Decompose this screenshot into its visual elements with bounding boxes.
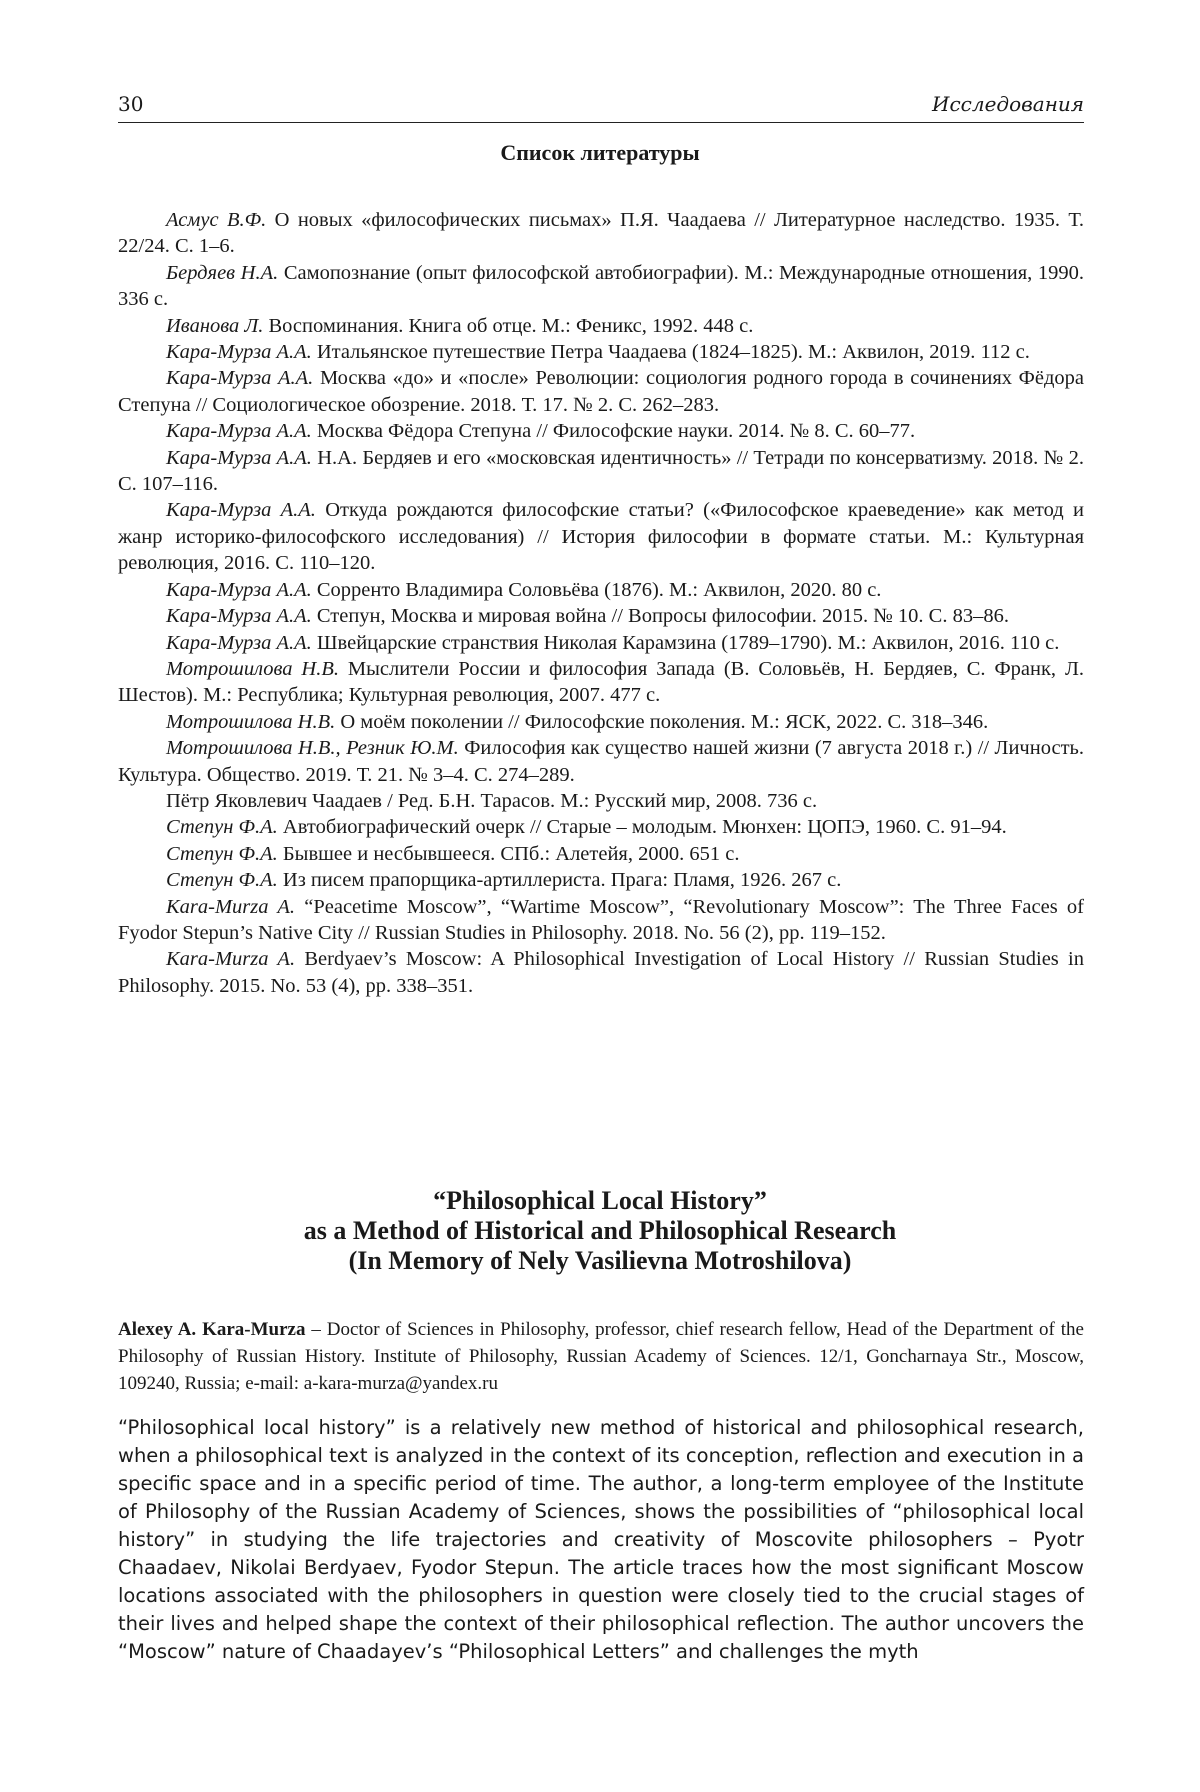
entry-author: Степун Ф.А.	[166, 869, 278, 892]
entry-text: Н.А. Бердяев и его «московская идентичность» // Тетради по консерватизму. 2018. № 2. С. 107–116.	[118, 446, 1084, 496]
bibliography-entry	[118, 814, 1084, 840]
english-title-line-3: (In Memory of Nely Vasilievna Motroshilova)	[348, 1246, 852, 1275]
entry-text: Пётр Яковлевич Чаадаев / Ред. Б.Н. Тарасов. М.: Русский мир, 2008. 736 с.	[166, 789, 818, 812]
bibliography-entry	[118, 260, 1084, 313]
entry-text: Степун, Москва и мировая война // Вопросы философии. 2015. № 10. С. 83–86.	[311, 605, 1009, 628]
bibliography-title: Список литературы	[500, 140, 700, 165]
bibliography-entry	[118, 946, 1084, 999]
page-number: 30	[118, 92, 144, 116]
entry-author: Степун Ф.А.	[166, 842, 278, 865]
entry-text: Из писем прапорщика-артиллериста. Прага: Пламя, 1926. 267 с.	[277, 869, 842, 892]
bibliography-entry	[118, 365, 1084, 418]
entry-author: Мотрошилова Н.В., Резник Ю.М.	[166, 737, 459, 760]
entry-text: Швейцарские странствия Николая Карамзина (1789–1790). М.: Аквилон, 2016. 110 с.	[311, 631, 1060, 654]
entry-author: Кара-Мурза А.А.	[166, 367, 314, 390]
entry-author: Kara-Murza A.	[166, 895, 296, 918]
entry-text: Воспоминания. Книга об отце. М.: Феникс, 1992. 448 с.	[263, 314, 754, 337]
bibliography-entry	[118, 339, 1084, 365]
running-title: Исследования	[932, 92, 1084, 116]
entry-author: Кара-Мурза А.А.	[166, 605, 312, 628]
bibliography-entry	[118, 841, 1084, 867]
bibliography-entry	[118, 656, 1084, 709]
bibliography-entry	[118, 207, 1084, 260]
entry-text: Откуда рождаются философские статьи? («Философское краеведение» как метод и жанр историко-философского исследования) // История философии в формате статьи. М.: Культурная революция, 2016. С. 110–120.	[118, 499, 1084, 575]
english-title-line-1: “Philosophical Local History”	[433, 1186, 767, 1215]
page-header	[118, 86, 1084, 123]
entry-text: Итальянское путешествие Петра Чаадаева (1824–1825). М.: Аквилон, 2019. 112 с.	[311, 341, 1030, 364]
entry-author: Асмус В.Ф.	[166, 209, 267, 231]
bibliography-entry	[118, 630, 1084, 656]
bibliography-entry	[118, 867, 1084, 893]
entry-text: Berdyaev’s Moscow: A Philosophical Investigation of Local History // Russian Studies in Philosophy. 2015. No. 53 (4), pp. 338–351.	[118, 948, 1084, 997]
bibliography-list	[118, 207, 1084, 999]
entry-author: Степун Ф.А.	[166, 816, 278, 839]
entry-author: Кара-Мурза А.А.	[166, 631, 312, 654]
entry-text: “Peacetime Moscow”, “Wartime Moscow”, “Revolutionary Moscow”: The Three Faces of Fyodor Stepun’s Native City // Russian Studies in Philosophy. 2018. No. 56 (2), pp. 119–152.	[118, 895, 1084, 944]
bibliography-entry	[118, 445, 1084, 498]
bibliography-entry	[118, 497, 1084, 576]
abstract-text: “Philosophical local history” is a relatively new method of historical and philosophical research, when a philosophical text is analyzed in the context of its conception, reflection and execution in a specific space and in a specific period of time. The author, a long-term employee of the Institute of Philosophy of the Russian Academy of Sciences, shows the possibilities of “philosophical local history” in studying the life trajectories and creativity of Moscovite philosophers – Pyotr Chaadaev, Nikolai Berdyaev, Fyodor Stepun. The article traces how the most significant Moscow locations associated with the philosophers in question were closely tied to the crucial stages of their lives and helped shape the context of their philosophical reflection. The author uncovers the “Moscow” nature of Chaadayev’s “Philosophical Letters” and challenges the myth	[118, 1416, 1084, 1663]
bibliography-entry	[118, 418, 1084, 444]
entry-text: Бывшее и несбывшееся. СПб.: Алетейя, 2000. 651 с.	[277, 842, 740, 865]
author-name: Alexey A. Kara-Murza	[118, 1319, 306, 1340]
bibliography-entry	[118, 788, 1084, 814]
entry-author: Кара-Мурза А.А.	[166, 420, 312, 443]
entry-text: О моём поколении // Философские поколения. М.: ЯСК, 2022. С. 318–346.	[335, 710, 989, 733]
entry-text: О новых «философических письмах» П.Я. Чаадаева // Литературное наследство. 1935. Т. 22/24. С. 1–6.	[118, 209, 1084, 258]
entry-author: Kara-Murza A.	[166, 948, 296, 971]
bibliography-entry	[118, 577, 1084, 603]
entry-author: Кара-Мурза А.А.	[166, 341, 312, 364]
english-title-line-2: as a Method of Historical and Philosophical Research	[303, 1216, 897, 1245]
bibliography-entry	[118, 709, 1084, 735]
entry-author: Кара-Мурза А.А.	[166, 499, 316, 522]
entry-author: Кара-Мурза А.А.	[166, 578, 312, 601]
entry-author: Мотрошилова Н.В.	[166, 657, 340, 680]
entry-text: Философия как существо нашей жизни (7 августа 2018 г.) // Личность. Культура. Общество. 2019. Т. 21. № 3–4. С. 274–289.	[118, 737, 1084, 786]
author-affiliation	[118, 1316, 1084, 1397]
bibliography-entry	[118, 735, 1084, 788]
entry-text: Москва Фёдора Степуна // Философские науки. 2014. № 8. С. 60–77.	[311, 420, 916, 443]
entry-author: Иванова Л.	[166, 314, 264, 337]
bibliography-entry	[118, 894, 1084, 947]
entry-author: Кара-Мурза А.А.	[166, 446, 312, 469]
entry-author: Мотрошилова Н.В.	[166, 710, 336, 733]
entry-text: Автобиографический очерк // Старые – молодым. Мюнхен: ЦОПЭ, 1960. С. 91–94.	[277, 816, 1007, 839]
entry-author: Бердяев Н.А.	[166, 261, 279, 284]
entry-text: Мыслители России и философия Запада (В. Соловьёв, Н. Бердяев, С. Франк, Л. Шестов). М.: Республика; Культурная революция, 2007. 477 с.	[118, 657, 1085, 707]
english-title	[0, 1186, 1200, 1276]
bibliography-entry	[118, 313, 1084, 339]
entry-text: Самопознание (опыт философской автобиографии). М.: Международные отношения, 1990. 336 с.	[118, 261, 1084, 311]
entry-text: Сорренто Владимира Соловьёва (1876). М.: Аквилон, 2020. 80 с.	[311, 578, 882, 601]
bibliography-entry	[118, 603, 1084, 629]
entry-text: Москва «до» и «после» Революции: социология родного города в сочинениях Фёдора Степуна // Социологическое обозрение. 2018. Т. 17. № 2. С. 262–283.	[118, 367, 1084, 416]
affiliation-details: – Doctor of Sciences in Philosophy, professor, chief research fellow, Head of the Department of the Philosophy of Russian History. Institute of Philosophy, Russian Academy of Sciences. 12/1, Goncharnaya Str., Moscow, 109240, Russia; e-mail: a-kara-murza@yandex.ru	[118, 1319, 1084, 1394]
